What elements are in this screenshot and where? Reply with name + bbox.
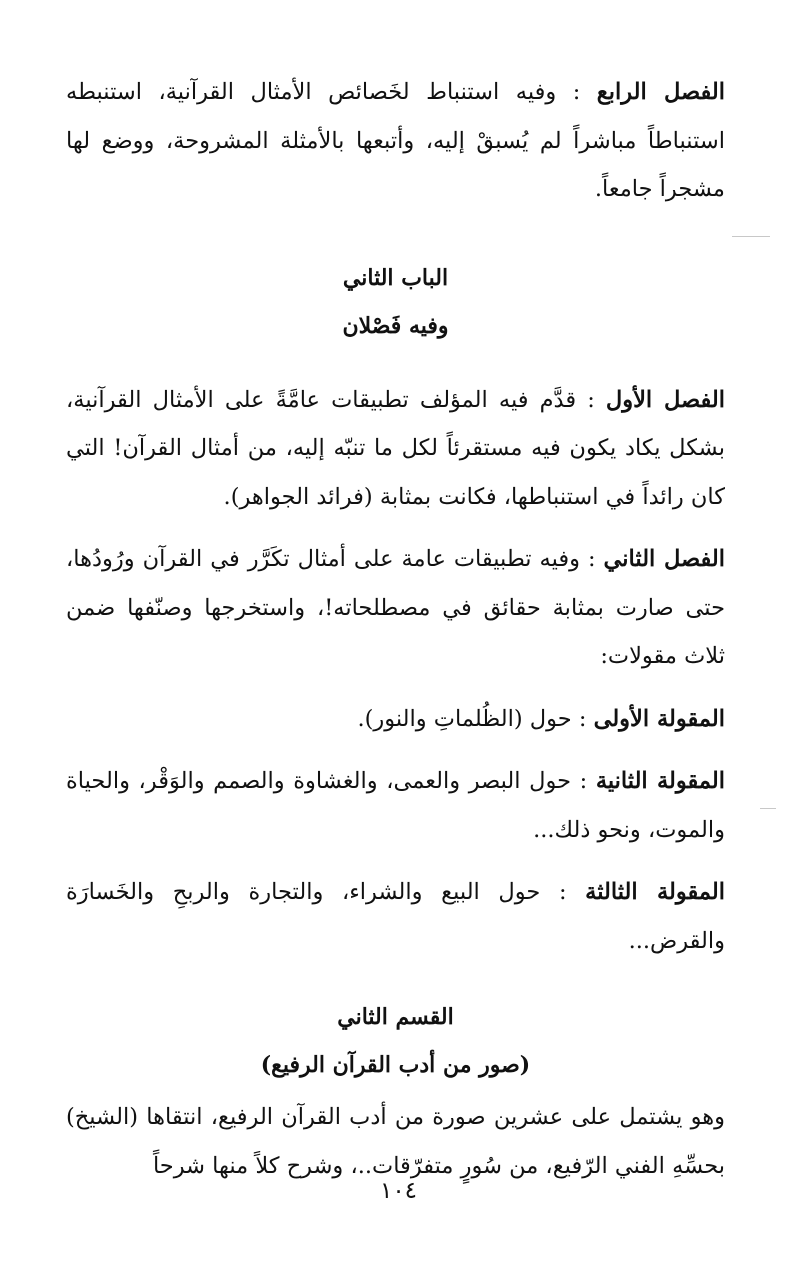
section-heading-bab-thani xyxy=(66,254,725,350)
section-heading-qism-thani xyxy=(66,993,725,1089)
paragraph-fasl-rabi xyxy=(66,68,725,214)
section-subtitle: وفيه فَصْلان xyxy=(342,312,449,339)
paragraph-label: المقولة الثالثة xyxy=(585,879,725,905)
section-title: القسم الثاني xyxy=(337,1004,454,1030)
paragraph-maqula-thaniya xyxy=(66,757,725,854)
paragraph-label: الفصل الثاني xyxy=(603,546,725,572)
section-title: الباب الثاني xyxy=(342,264,449,291)
paragraph-final xyxy=(66,1093,725,1190)
paragraph-maqula-ula xyxy=(66,695,725,744)
page-number xyxy=(0,1178,797,1204)
paragraph-text: : حول البيع والشراء، والتجارة والربحِ والخَسارَة والقرض... xyxy=(66,879,725,954)
paragraph-fasl-thani xyxy=(66,535,725,681)
paragraph-label: الفصل الأول xyxy=(605,386,726,413)
paragraph-text: : وفيه تطبيقات عامة على أمثال تكَرَّر في القرآن ورُودُها، حتى صارت بمثابة حقائق في مصطلحاته!، واستخرجها وصنّفها ضمن ثلاث مقولات: xyxy=(66,546,725,669)
paragraph-text: : وفيه استنباط لخَصائص الأمثال القرآنية، استنبطه استنباطاً مباشراً لم يُسبقْ إليه، وأتبعها بالأمثلة المشروحة، ووضع لها مشجراً جامعاً. xyxy=(66,79,725,202)
page-number-text: ١٠٤ xyxy=(379,1178,418,1204)
paragraph-label: المقولة الأولى xyxy=(593,705,725,732)
paragraph-text: : قدَّم فيه المؤلف تطبيقات عامَّةً على الأمثال القرآنية، بشكل يكاد يكون فيه مستقرئاً لكل ما تنبّه إليه، من أمثال القرآن! التي كان رائداً في استنباطها، فكانت بمثابة (فرائد الجواهر). xyxy=(66,386,725,510)
paragraph-text: وهو يشتمل على عشرين صورة من أدب القرآن الرفيع، انتقاها (الشيخ) بحسِّهِ الفني الرّفيع، من سُورٍ متفرّقات..، وشرح كلاً منها شرحاً xyxy=(66,1104,725,1179)
paragraph-maqula-thalitha xyxy=(66,868,725,965)
scan-mark xyxy=(760,808,776,809)
paragraph-text: : حول البصر والعمى، والغشاوة والصمم والوَقْر، والحياة والموت، ونحو ذلك... xyxy=(66,768,725,843)
paragraph-fasl-awwal xyxy=(66,376,725,522)
paragraph-label: الفصل الرابع xyxy=(596,79,725,105)
section-subtitle: (صور من أدب القرآن الرفيع) xyxy=(260,1052,531,1078)
scan-mark xyxy=(732,236,770,237)
paragraph-text: : حول (الظُلماتِ والنور). xyxy=(357,705,587,732)
paragraph-label: المقولة الثانية xyxy=(595,768,726,794)
